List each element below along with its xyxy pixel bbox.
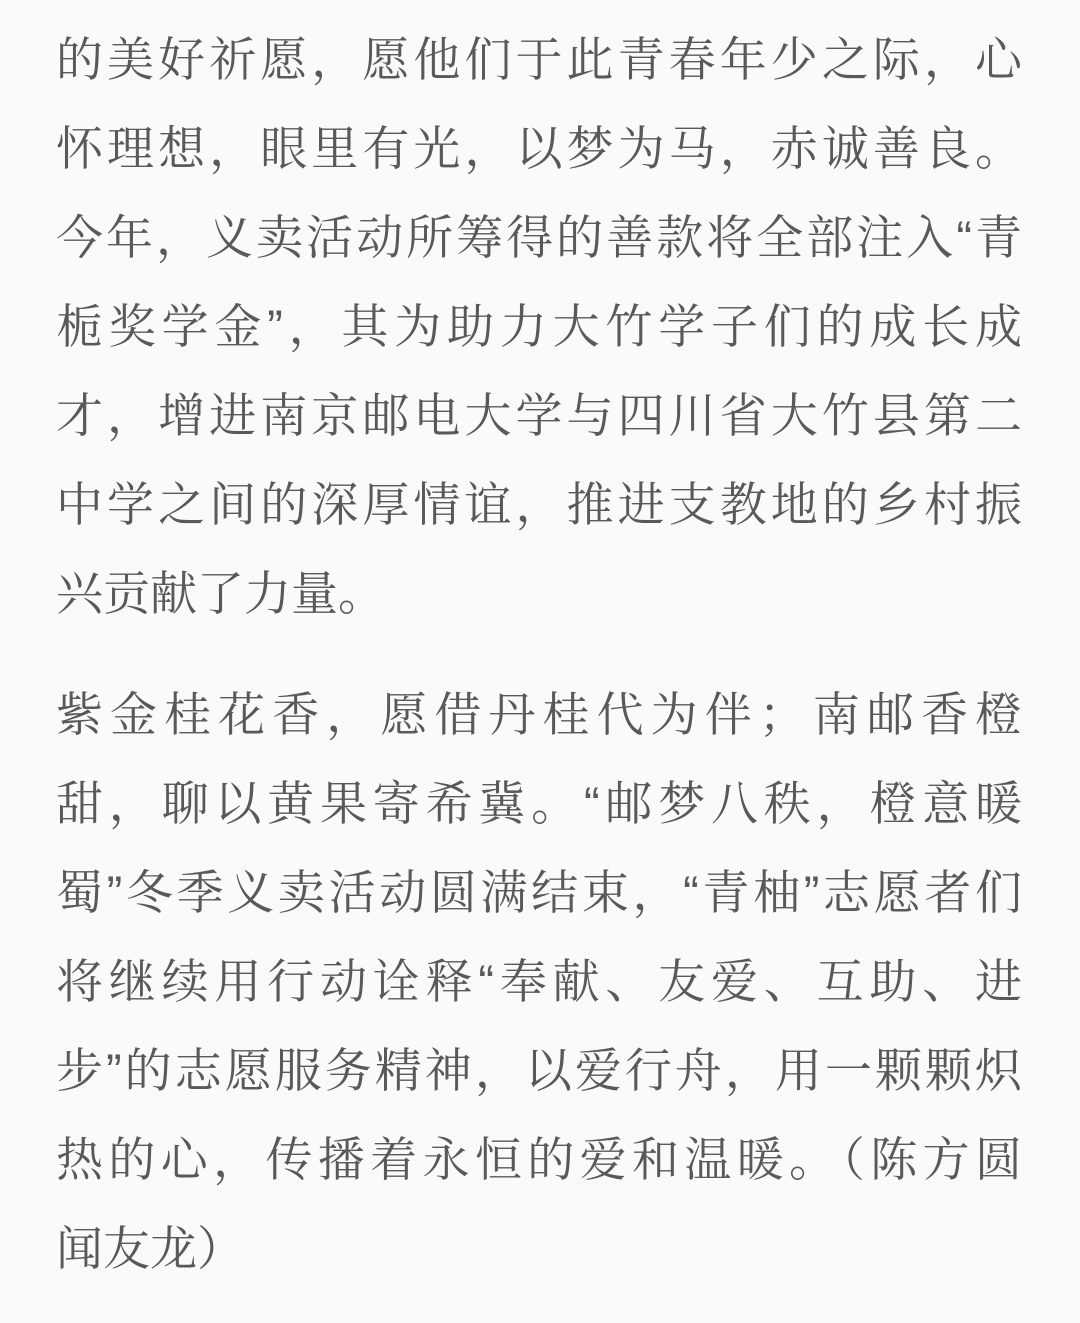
- text-line: 怀理想，眼里有光，以梦为马，赤诚善良。: [56, 122, 1022, 175]
- text-line: 今年，义卖活动所筹得的善款将全部注入“青: [56, 211, 1022, 264]
- text-line: 兴贡献了力量。: [56, 567, 385, 620]
- text-line: 中学之间的深厚情谊，推进支教地的乡村振: [56, 478, 1022, 531]
- paragraph: [56, 670, 1022, 1293]
- text-line: 的美好祈愿，愿他们于此青春年少之际，心: [56, 33, 1022, 86]
- text-line: 将继续用行动诠释“奉献、友爱、互助、进: [56, 955, 1022, 1008]
- text-line: 紫金桂花香，愿借丹桂代为伴；南邮香橙: [56, 688, 1022, 741]
- text-line: 热的心，传播着永恒的爱和温暖。（陈方圆: [56, 1133, 1022, 1186]
- text-line: 步”的志愿服务精神，以爱行舟，用一颗颗炽: [56, 1044, 1022, 1097]
- text-line: 才，增进南京邮电大学与四川省大竹县第二: [56, 389, 1022, 442]
- text-line: 甜，聊以黄果寄希冀。“邮梦八秩，橙意暖: [56, 777, 1022, 830]
- text-line: 蜀”冬季义卖活动圆满结束，“青柚”志愿者们: [56, 866, 1022, 919]
- paragraph: [56, 15, 1022, 638]
- text-line: 闻友龙）: [56, 1222, 244, 1275]
- text-line: 栀奖学金”，其为助力大竹学子们的成长成: [56, 300, 1022, 353]
